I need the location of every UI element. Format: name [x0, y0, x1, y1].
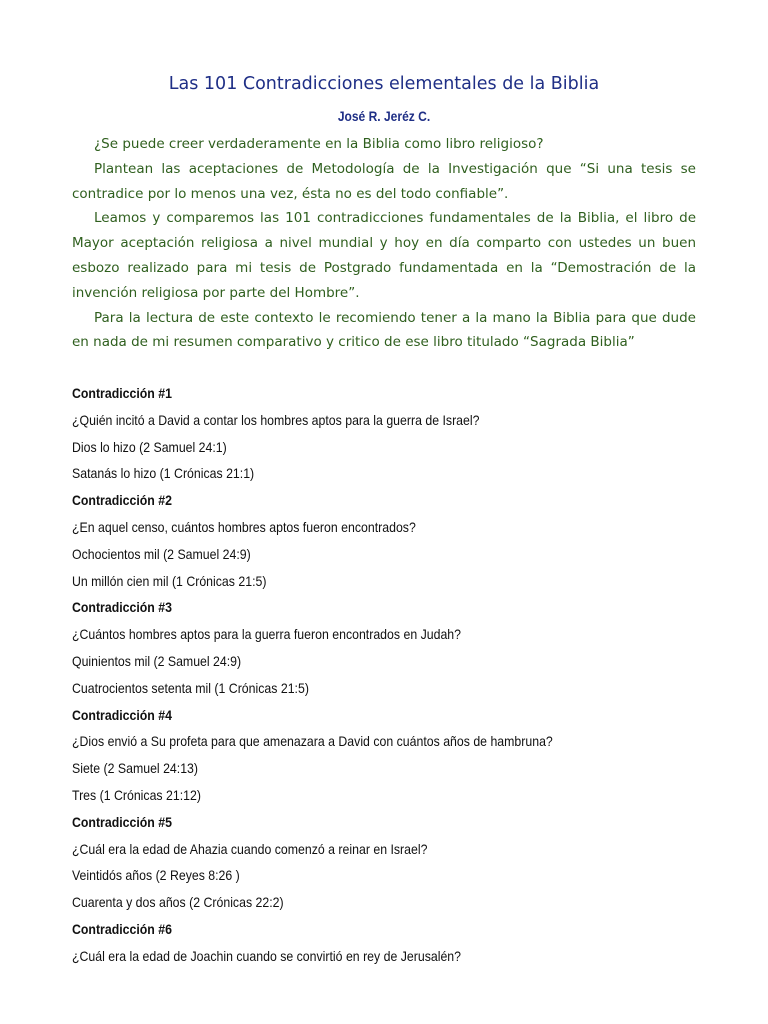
document-title: Las 101 Contradicciones elementales de la Biblia [168, 74, 600, 94]
intro-paragraph: ¿Se puede creer verdaderamente en la Biblia como libro religioso? [94, 136, 544, 152]
intro-paragraph: Para la lectura de este contexto le recomiendo tener a la mano la Biblia para que dude en nada de mi resumen comparativo y critico de ese libro titulado “Sagrada Biblia” [72, 309, 696, 351]
contradictions-list [72, 380, 696, 970]
contradiction-question: ¿En aquel censo, cuántos hombres aptos fueron encontrados? [72, 518, 416, 535]
intro-paragraph: Leamos y comparemos las 101 contradicciones fundamentales de la Biblia, el libro de Mayor aceptación religiosa a nivel mundial y hoy en día comparto con ustedes un buen esbozo realizado para mi tesis de Postgrado fundamentada en la “Demostración de la invención religiosa por parte del Hombre”. [72, 210, 696, 301]
contradiction-heading: Contradicción #5 [72, 813, 172, 830]
contradiction-answer: Un millón cien mil (1 Crónicas 21:5) [72, 572, 267, 589]
contradiction-question: ¿Dios envió a Su profeta para que amenazara a David con cuántos años de hambruna? [72, 733, 553, 750]
contradiction-question: ¿Cuántos hombres aptos para la guerra fueron encontrados en Judah? [72, 626, 462, 643]
contradiction-question: ¿Cuál era la edad de Joachin cuando se convirtió en rey de Jerusalén? [72, 947, 462, 964]
contradiction-answer: Cuarenta y dos años (2 Crónicas 22:2) [72, 894, 284, 911]
contradiction-heading: Contradicción #1 [72, 385, 172, 401]
contradiction-question: ¿Cuál era la edad de Ahazia cuando comenzó a reinar en Israel? [72, 840, 428, 857]
contradiction-answer: Quinientos mil (2 Samuel 24:9) [72, 652, 242, 669]
intro-section [72, 132, 696, 355]
contradiction-heading: Contradicción #6 [72, 920, 172, 937]
contradiction-heading: Contradicción #4 [72, 706, 172, 723]
contradiction-heading: Contradicción #2 [72, 492, 172, 509]
intro-paragraph: Plantean las aceptaciones de Metodología de la Investigación que “Si una tesis se contradice por lo menos una vez, ésta no es del todo confiable”. [72, 160, 696, 202]
contradiction-question: ¿Quién incitó a David a contar los hombres aptos para la guerra de Israel? [72, 411, 480, 428]
contradiction-answer: Ochocientos mil (2 Samuel 24:9) [72, 545, 251, 562]
contradiction-answer: Veintidós años (2 Reyes 8:26 ) [72, 867, 240, 884]
contradiction-answer: Cuatrocientos setenta mil (1 Crónicas 21:5) [72, 679, 309, 696]
contradiction-answer: Dios lo hizo (2 Samuel 24:1) [72, 438, 227, 455]
contradiction-answer: Siete (2 Samuel 24:13) [72, 760, 199, 777]
document-author: José R. Jeréz C. [337, 108, 431, 124]
contradiction-answer: Tres (1 Crónicas 21:12) [72, 786, 201, 803]
contradiction-answer: Satanás lo hizo (1 Crónicas 21:1) [72, 465, 255, 482]
contradiction-heading: Contradicción #3 [72, 599, 172, 616]
